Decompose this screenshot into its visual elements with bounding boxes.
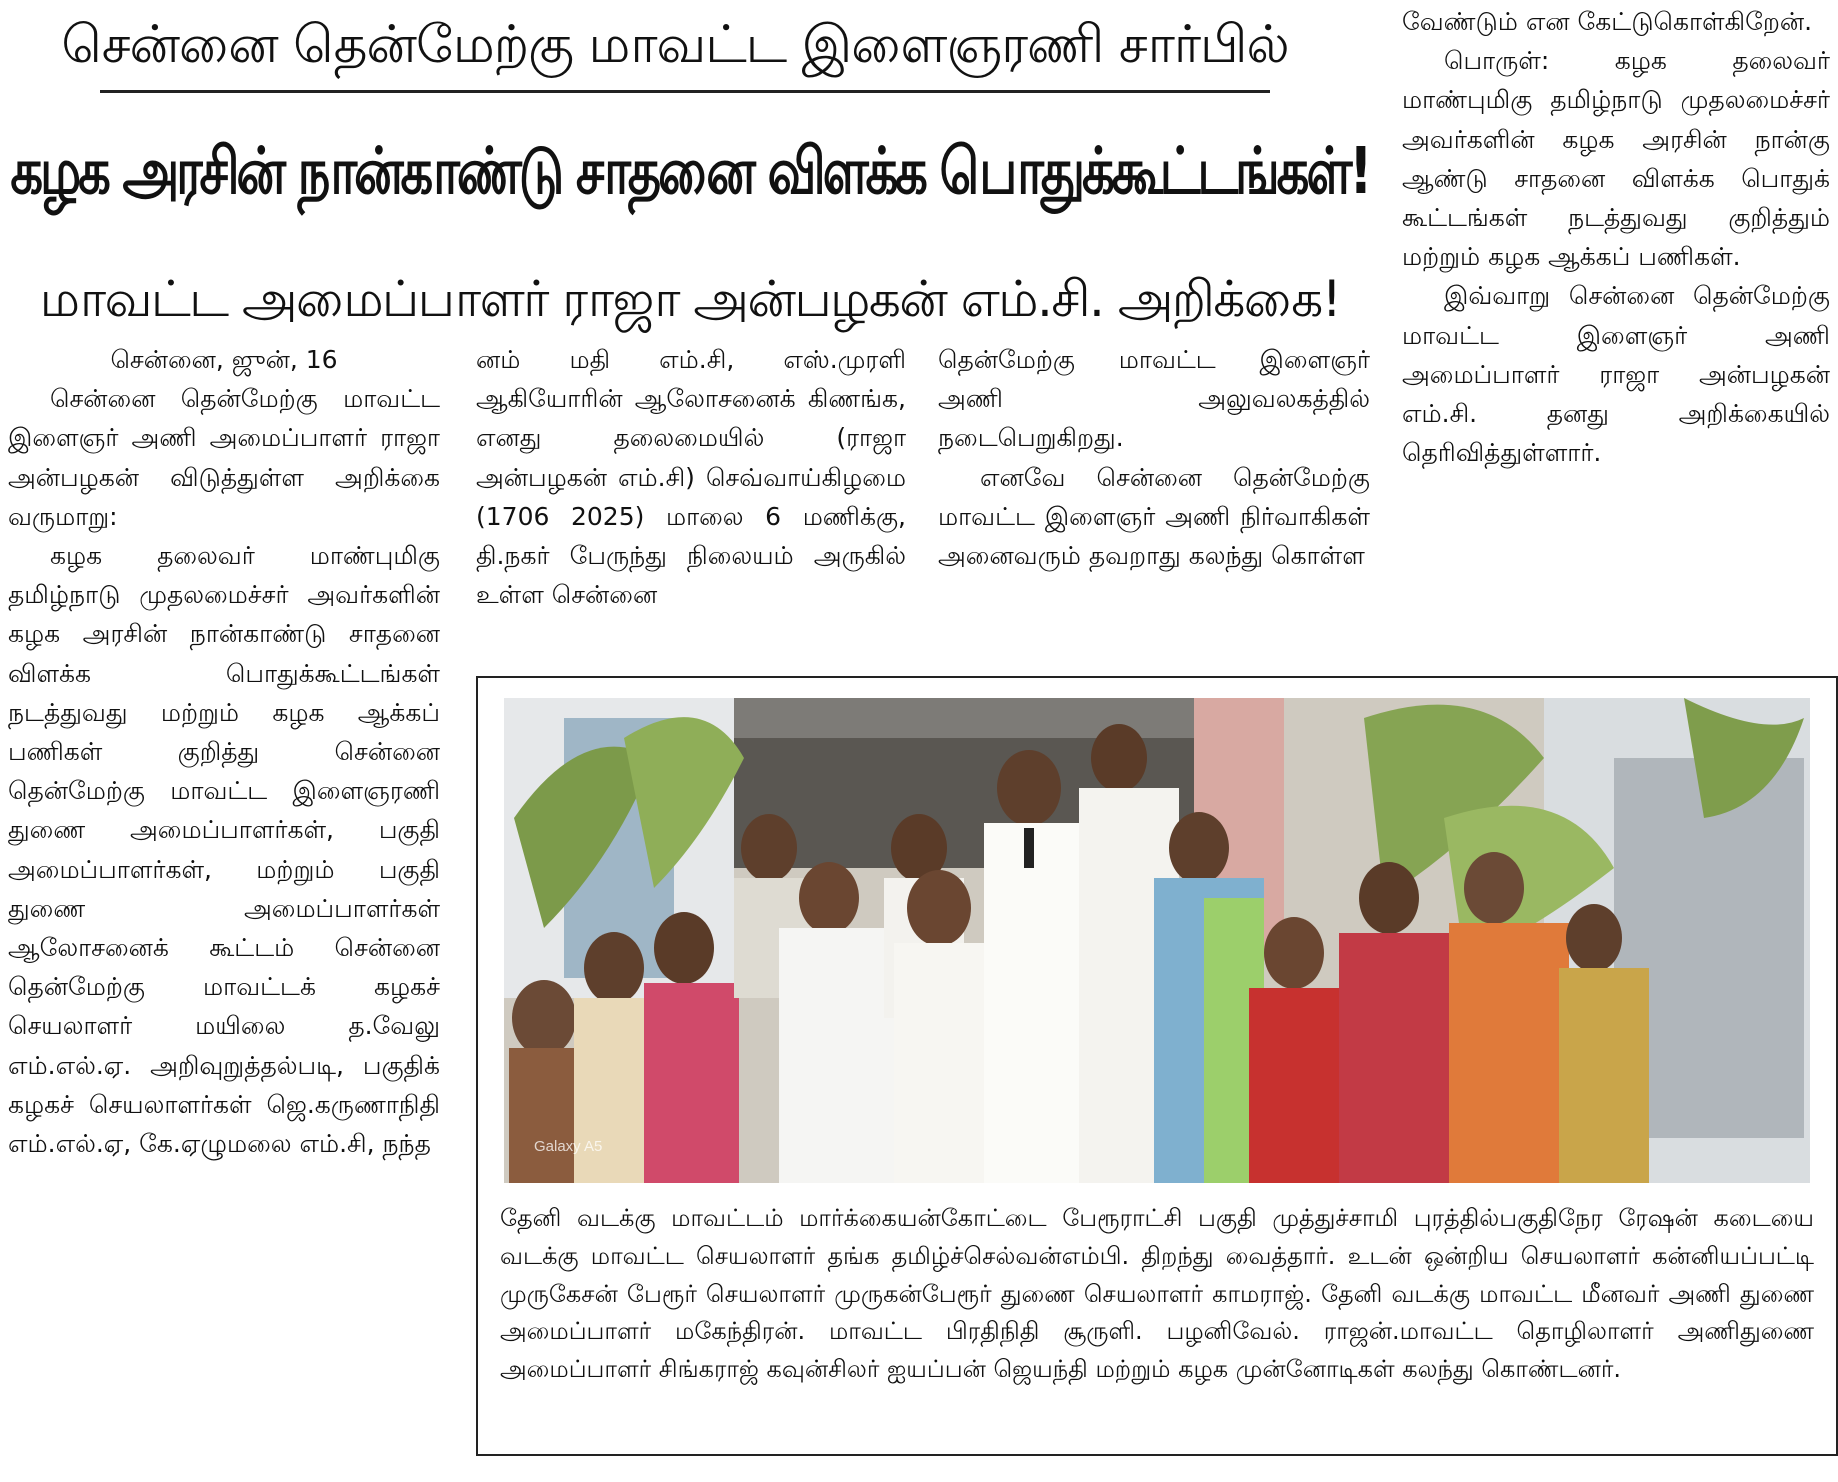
dateline: சென்னை, ஜுன், 16 [110,345,338,374]
article-paragraph: கழக தலைவர் மாண்புமிகு தமிழ்நாடு முதலமைச்சர் அவர்களின் கழக அரசின் நான்காண்டு சாதனை விளக்க பொதுக்கூட்டங்கள் நடத்துவது மற்றும் கழக ஆக்கப் பணிகள் குறித்து சென்னை தென்மேற்கு மாவட்ட இளைஞரணி துணை அமைப்பாளர்கள், பகுதி அமைப்பாளர்கள், மற்றும் பகுதி துணை அமைப்பாளர்கள் ஆலோசனைக் கூட்டம் சென்னை தென்மேற்கு மாவட்டக் கழகச் செயலாளர் மயிலை த.வேலு எம்.எல்.ஏ. அறிவுறுத்தல்படி, பகுதிக் கழகச் செயலாளர்கள் ஜெ.கருணாநிதி எம்.எல்.ஏ, கே.ஏழுமலை எம்.சி, நந்த [8,541,440,1159]
main-headline: கழக அரசின் நான்காண்டு சாதனை விளக்க பொதுக்கூட்டங்கள்! [10,135,1370,210]
article-column-3 [938,340,1370,680]
photo-watermark: Galaxy A5 [534,1138,603,1155]
article-column-4 [1402,2,1830,682]
photo-illustration [504,698,1810,1183]
article-paragraph: தென்மேற்கு மாவட்ட இளைஞர் அணி அலுவலகத்தில் நடைபெறுகிறது. [938,345,1370,453]
news-photo [504,698,1810,1183]
kicker-headline: சென்னை தென்மேற்கு மாவட்ட இளைஞரணி சார்பில் [61,15,1289,75]
article-paragraph: சென்னை தென்மேற்கு மாவட்ட இளைஞர் அணி அமைப்பாளர் ராஜா அன்பழகன் விடுத்துள்ள அறிக்கை வருமாறு: [8,384,440,531]
article-paragraph: பொருள்: கழக தலைவர் மாண்புமிகு தமிழ்நாடு முதலமைச்சர் அவர்களின் கழக அரசின் நான்கு ஆண்டு சாதனை விளக்க பொதுக் கூட்டங்கள் நடத்துவது குறித்தும் மற்றும் கழக ஆக்கப் பணிகள். [1402,46,1830,272]
article-column-1 [8,340,440,1480]
sub-headline: மாவட்ட அமைப்பாளர் ராஜா அன்பழகன் எம்.சி. அறிக்கை! [39,270,1341,328]
article-paragraph: எனவே சென்னை தென்மேற்கு மாவட்ட இளைஞர் அணி நிர்வாகிகள் அனைவரும் தவறாது கலந்து கொள்ள [938,462,1370,571]
photo-box [476,676,1838,1456]
article-paragraph: னம் மதி எம்.சி, எஸ்.முரளி ஆகியோரின் ஆலோசனைக் கிணங்க, எனது தலைமையில் (ராஜா அன்பழகன் எம்.சி) செவ்வாய்கிழமை (1706 2025) மாலை 6 மணிக்கு, தி.நகர் பேருந்து நிலையம் அருகில் உள்ள சென்னை [476,345,906,610]
article-paragraph: இவ்வாறு சென்னை தென்மேற்கு மாவட்ட இளைஞர் அணி அமைப்பாளர் ராஜா அன்பழகன் எம்.சி. தனது அறிக்கையில் தெரிவித்துள்ளார். [1402,281,1830,468]
article-paragraph: வேண்டும் என கேட்டுகொள்கிறேன். [1402,7,1813,36]
photo-caption: தேனி வடக்கு மாவட்டம் மார்க்கையன்கோட்டை பேரூராட்சி பகுதி முத்துச்சாமி புரத்தில்பகுதிநேர ரேஷன் கடையை வடக்கு மாவட்ட செயலாளர் தங்க தமிழ்ச்செல்வன்எம்பி. திறந்து வைத்தார். உடன் ஒன்றிய செயலாளர் கன்னியப்பட்டி முருகேசன் பேரூர் செயலாளர் முருகன்பேரூர் துணை செயலாளர் காமராஜ். தேனி வடக்கு மாவட்ட மீனவர் அணி துணை அமைப்பாளர் மகேந்திரன். மாவட்ட பிரதிநிதி சூருளி. பழனிவேல். ராஜன்.மாவட்ட தொழிலாளர் அணிதுணை அமைப்பாளர் சிங்கராஜ் கவுன்சிலர் ஐயப்பன் ஜெயந்தி மற்றும் கழக முன்னோடிகள் கலந்து கொண்டனர். [500,1204,1814,1384]
article-column-2 [476,340,906,680]
